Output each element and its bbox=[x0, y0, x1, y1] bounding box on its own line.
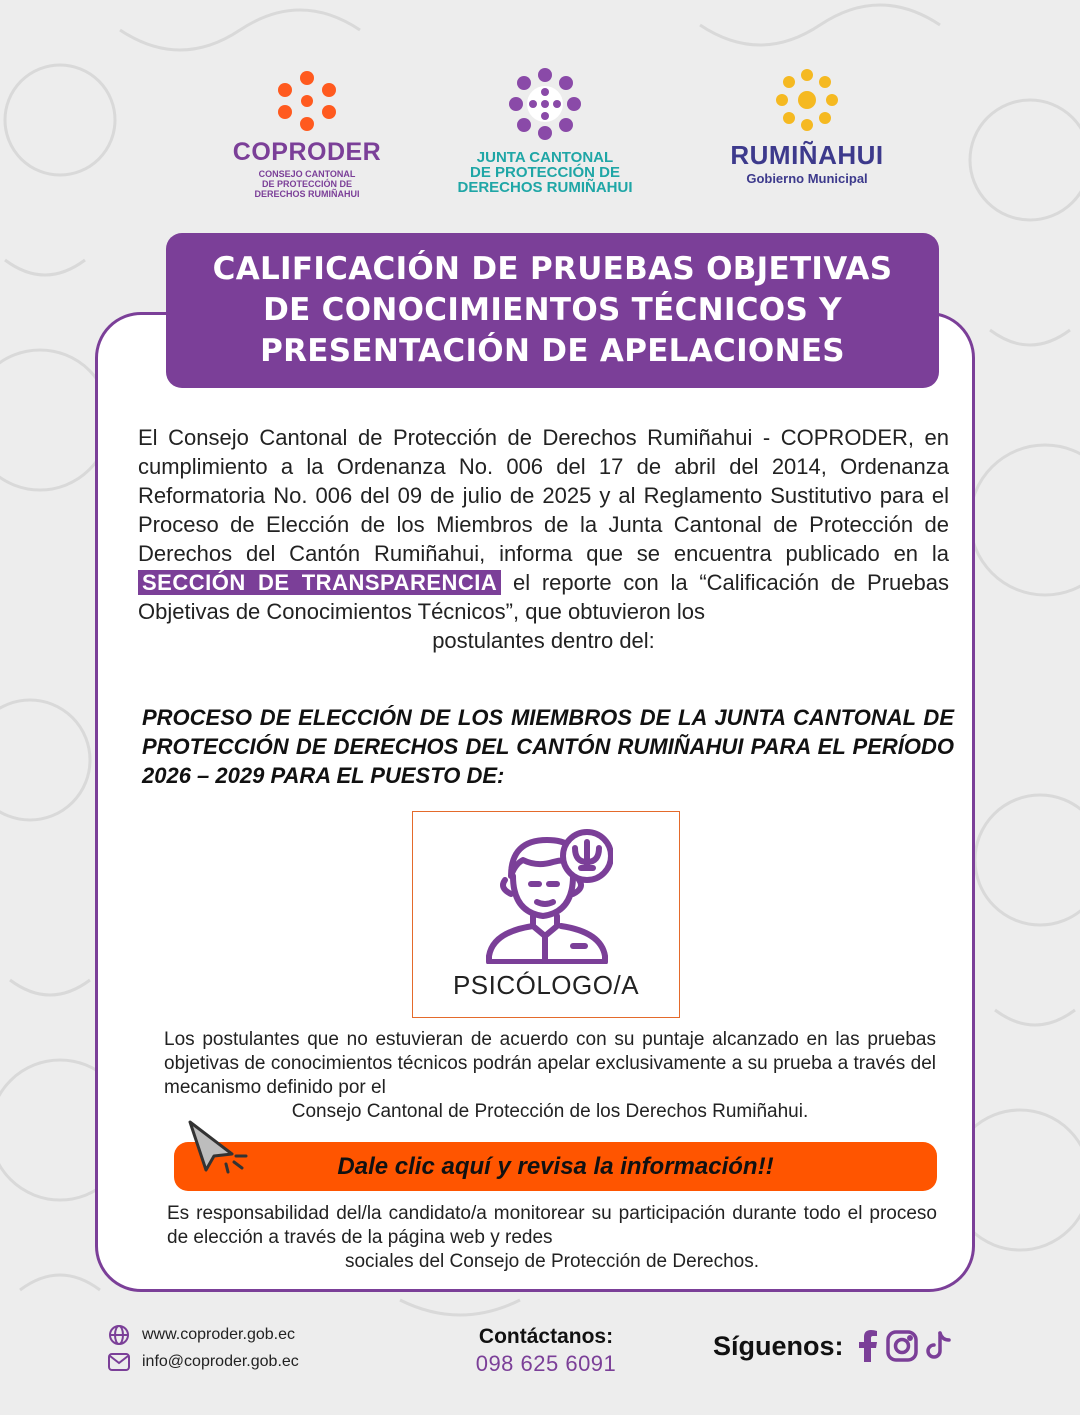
contact-block bbox=[446, 1325, 646, 1377]
rumiñahui-sun-icon bbox=[775, 68, 839, 132]
rumiñahui-logo bbox=[712, 68, 902, 186]
contact-title: Contáctanos: bbox=[478, 1325, 614, 1348]
coproder-subtitle: CONSEJO CANTONAL DE PROTECCIÓN DE DERECHOS RUMIÑAHUI bbox=[254, 169, 360, 199]
intro-paragraph: El Consejo Cantonal de Protección de Derechos Rumiñahui - COPRODER, en cumplimiento a la Ordenanza No. 006 del 17 de abril del 2014, Ordenanza Reformatoria No. 006 del 09 de julio de 2025 y al Reglamento Sustitutivo para el Proceso de Elección de los Miembros de la Junta Cantonal de Protección de Derechos del Cantón Rumiñahui, informa que se encuentra publicado en la SECCIÓN DE TRANSPARENCIA el reporte con la “Calificación de Pruebas Objetivas de Conocimientos Técnicos”, que obtuvieron los postulantes dentro del: bbox=[138, 425, 949, 653]
contact-phone[interactable]: 098 625 6091 bbox=[475, 1351, 617, 1376]
coproder-flower-icon bbox=[272, 70, 342, 132]
psychologist-icon bbox=[483, 824, 613, 964]
cursor-click-icon bbox=[184, 1118, 248, 1174]
email-link[interactable] bbox=[108, 1353, 299, 1371]
coproder-logo bbox=[222, 70, 392, 199]
junta-cantonal-logo bbox=[430, 68, 660, 195]
instagram-icon[interactable] bbox=[886, 1330, 918, 1362]
role-card bbox=[412, 811, 680, 1018]
responsibility-paragraph: Es responsabilidad del/la candidato/a monitorear su participación durante todo el proceso de elección a través de la página web y redes sociales del Consejo de Protección de Derechos. bbox=[167, 1203, 937, 1272]
more-info-button[interactable]: Dale clic aquí y revisa la información!! bbox=[174, 1142, 937, 1191]
tiktok-icon[interactable] bbox=[926, 1331, 952, 1361]
social-label: Síguenos: bbox=[713, 1330, 844, 1361]
junta-flower-icon bbox=[509, 68, 581, 140]
facebook-icon[interactable] bbox=[858, 1330, 878, 1362]
role-label: PSICÓLOGO/A bbox=[452, 970, 640, 1000]
rumiñahui-subtitle: Gobierno Municipal bbox=[746, 171, 868, 186]
social-block bbox=[713, 1330, 960, 1362]
junta-name: JUNTA CANTONAL DE PROTECCIÓN DE DERECHOS RUMIÑAHUI bbox=[457, 149, 633, 196]
transparency-section-link[interactable]: SECCIÓN DE TRANSPARENCIA bbox=[138, 570, 501, 595]
website-text: www.coproder.gob.ec bbox=[142, 1326, 295, 1343]
website-link[interactable] bbox=[108, 1324, 295, 1346]
globe-icon bbox=[108, 1324, 130, 1346]
title-banner bbox=[166, 233, 939, 388]
process-title: PROCESO DE ELECCIÓN DE LOS MIEMBROS DE LA JUNTA CANTONAL DE PROTECCIÓN DE DERECHOS DEL CANTÓN RUMIÑAHUI PARA EL PERÍODO 2026 – 2029 PARA EL PUESTO DE: bbox=[142, 705, 954, 788]
email-text: info@coproder.gob.ec bbox=[142, 1353, 299, 1370]
mail-icon bbox=[108, 1353, 130, 1371]
coproder-name: COPRODER bbox=[232, 138, 382, 166]
rumiñahui-name: RUMIÑAHUI bbox=[730, 140, 884, 170]
appeal-paragraph: Los postulantes que no estuvieran de acuerdo con su puntaje alcanzado en las pruebas objetivas de conocimientos técnicos podrán apelar exclusivamente a su prueba a través del mecanismo definido por el Consejo Cantonal de Protección de los Derechos Rumiñahui. bbox=[164, 1029, 936, 1122]
page-title: CALIFICACIÓN DE PRUEBAS OBJETIVAS DE CONOCIMIENTOS TÉCNICOS Y PRESENTACIÓN DE APELACIONES bbox=[212, 251, 893, 369]
